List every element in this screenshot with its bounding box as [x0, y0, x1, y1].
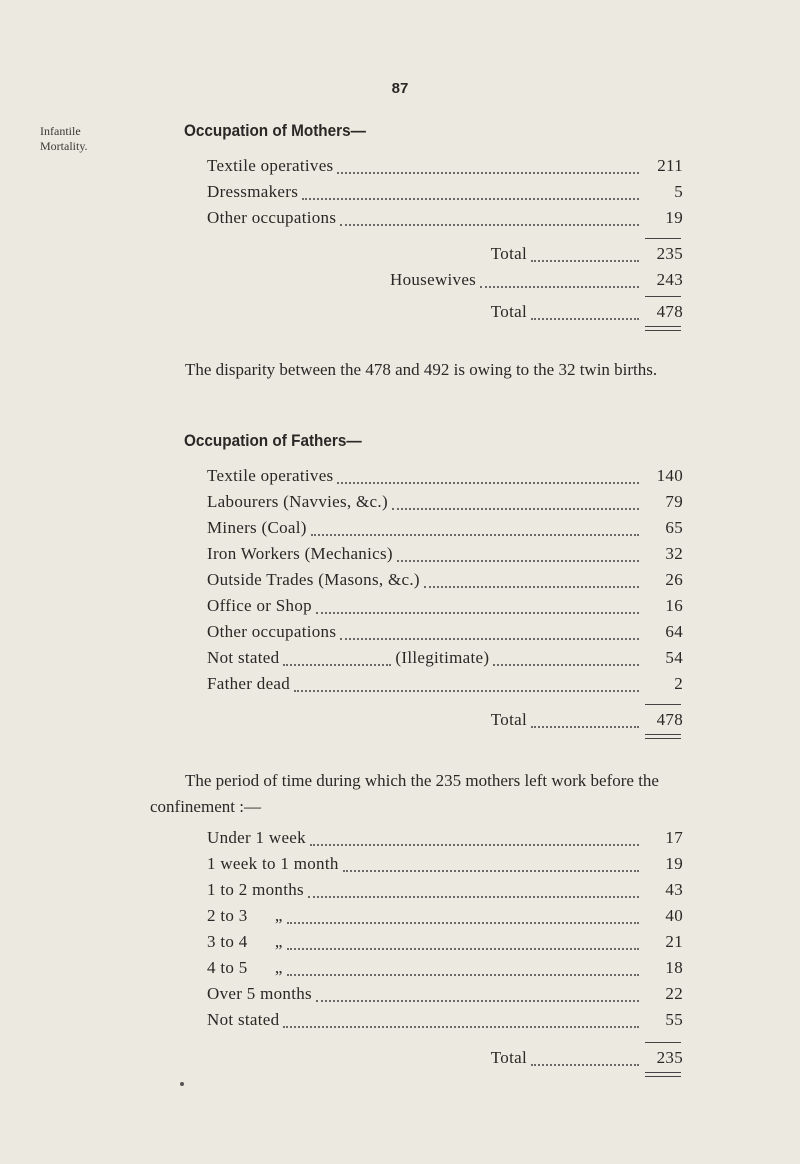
leader-dots [283, 663, 391, 666]
leader-dots [493, 663, 639, 666]
row-value: 18 [665, 958, 683, 977]
leader-dots [397, 559, 639, 562]
mothers-row [207, 156, 683, 180]
row-value: 22 [665, 984, 683, 1003]
leader-dots [424, 585, 639, 588]
fathers-row [207, 518, 683, 542]
row-value: 211 [657, 156, 683, 175]
total-value: 478 [656, 710, 683, 729]
period-total [0, 1048, 683, 1072]
row-value: 65 [665, 518, 683, 537]
page-number: 87 [391, 80, 409, 97]
fathers-row [207, 492, 683, 516]
leader-dots [392, 507, 639, 510]
period-row [207, 932, 683, 956]
row-label: 3 to 4 „ [207, 932, 283, 951]
row-label: 1 to 2 months [207, 880, 304, 899]
row-label: Not stated [207, 648, 280, 667]
rule-single [645, 704, 681, 705]
mothers-housewives [0, 270, 683, 294]
margin-note-line: Infantile [40, 124, 81, 138]
fathers-total [0, 710, 683, 734]
row-value: 55 [665, 1010, 683, 1029]
leader-dots [343, 869, 639, 872]
period-row [207, 958, 683, 982]
row-value: 21 [665, 932, 683, 951]
leader-dots [294, 689, 639, 692]
row-value: 79 [665, 492, 683, 511]
leader-dots [287, 921, 639, 924]
row-label: 1 week to 1 month [207, 854, 339, 873]
leader-dots [287, 973, 639, 976]
row-value: 19 [665, 208, 683, 227]
period-row [207, 1010, 683, 1034]
row-label: Outside Trades (Masons, &c.) [207, 570, 420, 589]
leader-dots [337, 481, 639, 484]
leader-dots [531, 1063, 639, 1066]
row-label: 2 to 3 „ [207, 906, 283, 925]
total-label: Total [490, 710, 527, 729]
total-label: Total [490, 302, 527, 321]
housewives-value: 243 [656, 270, 683, 289]
margin-note [40, 124, 88, 154]
row-label: Textile operatives [207, 156, 334, 175]
row-value: 26 [665, 570, 683, 589]
fathers-row [207, 596, 683, 620]
row-value: 40 [665, 906, 683, 925]
leader-dots [340, 637, 639, 640]
row-value: 140 [656, 466, 683, 485]
fathers-row [207, 648, 683, 672]
leader-dots [316, 611, 639, 614]
mothers-subtotal [0, 244, 683, 268]
leader-dots [302, 197, 639, 200]
row-label: Dressmakers [207, 182, 299, 201]
period-row [207, 906, 683, 930]
row-label: Over 5 months [207, 984, 312, 1003]
fathers-row [207, 674, 683, 698]
row-label: Under 1 week [207, 828, 306, 847]
leader-dots [316, 999, 639, 1002]
leader-dots [531, 725, 639, 728]
row-value: 2 [674, 674, 683, 693]
row-label: Other occupations [207, 622, 337, 641]
row-label: Office or Shop [207, 596, 312, 615]
leader-dots [311, 533, 639, 536]
rule-double [645, 734, 681, 739]
mothers-heading: Occupation of Mothers— [184, 121, 366, 140]
housewives-label: Housewives [390, 270, 477, 289]
row-value: 43 [665, 880, 683, 899]
row-value: 19 [665, 854, 683, 873]
rule-single [645, 238, 681, 239]
mothers-row [207, 182, 683, 206]
ink-speck [180, 1082, 184, 1086]
row-value: 54 [665, 648, 683, 667]
total-label: Total [490, 244, 527, 263]
row-label: Other occupations [207, 208, 337, 227]
total-value: 235 [656, 244, 683, 263]
row-value: 5 [674, 182, 683, 201]
rule-double [645, 326, 681, 331]
rule-double [645, 1072, 681, 1077]
row-label: Iron Workers (Mechanics) [207, 544, 393, 563]
leader-dots [283, 1025, 639, 1028]
leader-dots [310, 843, 639, 846]
rule-single [645, 1042, 681, 1043]
mothers-row [207, 208, 683, 232]
total-value: 235 [656, 1048, 683, 1067]
row-label: Miners (Coal) [207, 518, 307, 537]
fathers-heading: Occupation of Fathers— [184, 431, 362, 450]
mothers-total [0, 302, 683, 326]
period-note: The period of time during which the 235 mothers left work before the confinement :— [150, 771, 659, 816]
rule-single [645, 296, 681, 297]
row-label: Labourers (Navvies, &c.) [207, 492, 388, 511]
total-label: Total [490, 1048, 527, 1067]
leader-dots [308, 895, 639, 898]
row-label: Not stated [207, 1010, 280, 1029]
row-value: 16 [665, 596, 683, 615]
disparity-note: The disparity between the 478 and 492 is owing to the 32 twin births. [185, 360, 658, 379]
row-value: 64 [665, 622, 683, 641]
row-label: Textile operatives [207, 466, 334, 485]
leader-dots [340, 223, 639, 226]
row-value: 17 [665, 828, 683, 847]
leader-dots [531, 259, 639, 262]
margin-note-line: Mortality. [40, 139, 88, 153]
leader-dots [287, 947, 639, 950]
fathers-row [207, 466, 683, 490]
period-row [207, 880, 683, 904]
leader-dots [480, 285, 639, 288]
fathers-row [207, 622, 683, 646]
leader-dots [337, 171, 639, 174]
row-mid-label: (Illegitimate) [395, 648, 490, 667]
leader-dots [531, 317, 639, 320]
period-row [207, 828, 683, 852]
fathers-row [207, 544, 683, 568]
row-value: 32 [665, 544, 683, 563]
row-label: Father dead [207, 674, 291, 693]
fathers-row [207, 570, 683, 594]
period-row [207, 854, 683, 878]
period-row [207, 984, 683, 1008]
total-value: 478 [656, 302, 683, 321]
row-label: 4 to 5 „ [207, 958, 283, 977]
